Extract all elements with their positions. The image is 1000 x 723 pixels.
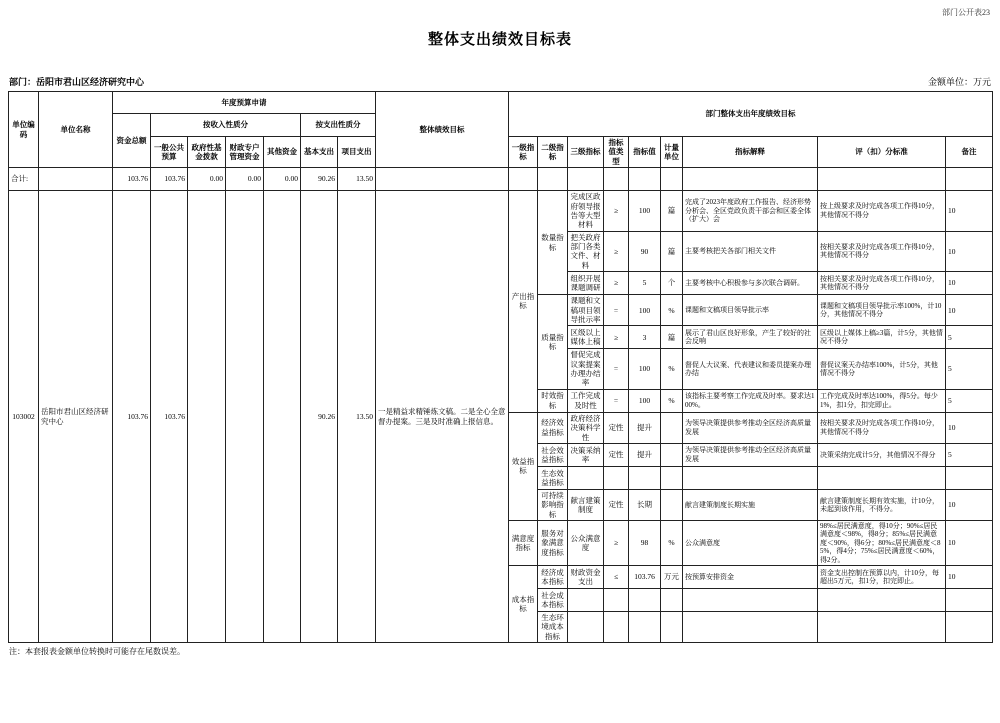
value-type-cell: 定性 [604,489,629,520]
explain-cell: 献言建策制度长期实施 [683,489,818,520]
header-l3-indicator: 三级指标 [568,137,604,168]
value-type-cell: ≥ [604,231,629,272]
total-empty-cell [818,168,946,191]
scoring-cell: 督促议案天办结率100%，计5分，其他情况不得分 [818,349,946,390]
value-type-cell: ≥ [604,191,629,232]
value-type-cell: = [604,349,629,390]
measure-unit-cell: 篇 [661,326,683,349]
general-public-cell: 103.76 [151,191,188,643]
total-empty-cell [629,168,661,191]
department-label: 部门：岳阳市君山区经济研究中心 [9,77,145,87]
total-empty-cell [509,168,538,191]
total-gov-fund-value: 0.00 [188,168,226,191]
value-type-cell: ≥ [604,521,629,566]
total-unit-name-empty [39,168,113,191]
value-type-cell: = [604,295,629,326]
remark-cell [946,588,993,611]
page-title: 整体支出绩效目标表 [427,31,572,48]
value-cell: 100 [629,389,661,412]
explain-cell [683,611,818,642]
measure-unit-cell [661,489,683,520]
measure-unit-cell [661,611,683,642]
other-funds-cell [264,191,301,643]
perf-row [9,191,993,232]
header-unit-name: 单位名称 [39,92,113,168]
header-basic-expenditure: 基本支出 [301,137,338,168]
basic-expenditure-cell: 90.26 [301,191,338,643]
l2-indicator-cell: 社会效益指标 [538,443,568,466]
form-number: 部门公开表23 [942,8,990,17]
remark-cell: 5 [946,349,993,390]
total-empty-cell [683,168,818,191]
scoring-cell: 按相关要求及时完成各项工作得10分，其他情况不得分 [818,272,946,295]
remark-cell: 10 [946,191,993,232]
l1-indicator-cell: 效益指标 [509,412,538,520]
header-by-expenditure: 按支出性质分 [301,114,376,137]
value-cell [629,466,661,489]
scoring-cell: 献言建策制度长期有效实施，计10分，未起到该作用，不得分。 [818,489,946,520]
footnote: 注：本套报表金额单位转换时可能存在尾数误差。 [9,647,185,657]
header-scoring: 评（扣）分标准 [818,137,946,168]
header-value: 指标值 [629,137,661,168]
unit-name-cell: 岳阳市君山区经济研究中心 [39,191,113,643]
header-fiscal-account: 财政专户管理资金 [226,137,264,168]
l2-indicator-cell: 经济效益指标 [538,412,568,443]
l3-indicator-cell [568,588,604,611]
l3-indicator-cell: 决策采纳率 [568,443,604,466]
l2-indicator-cell: 社会成本指标 [538,588,568,611]
value-cell: 长期 [629,489,661,520]
value-type-cell: 定性 [604,412,629,443]
project-expenditure-cell: 13.50 [338,191,376,643]
value-type-cell: 定性 [604,443,629,466]
header-explain: 指标解释 [683,137,818,168]
l3-indicator-cell: 财政资金支出 [568,565,604,588]
l3-indicator-cell: 公众满意度 [568,521,604,566]
total-empty-cell [538,168,568,191]
meta-row [9,75,991,88]
remark-cell [946,611,993,642]
amount-unit-label: 金额单位：万元 [927,77,991,87]
remark-cell: 5 [946,389,993,412]
header-project-expenditure: 项目支出 [338,137,376,168]
measure-unit-cell [661,588,683,611]
total-funds-value: 103.76 [113,168,151,191]
header-row-1 [9,92,993,114]
remark-cell: 10 [946,231,993,272]
gov-fund-cell [188,191,226,643]
scoring-cell: 按相关要求及时完成各项工作得10分，其他情况不得分 [818,231,946,272]
measure-unit-cell [661,412,683,443]
l1-indicator-cell: 成本指标 [509,565,538,642]
l2-indicator-cell: 生态效益指标 [538,466,568,489]
value-cell: 103.76 [629,565,661,588]
explain-cell: 课题和文稿项目领导批示率 [683,295,818,326]
performance-table [8,91,993,643]
explain-cell: 展示了君山区良好形象，产生了较好的社会反响 [683,326,818,349]
fiscal-account-cell [226,191,264,643]
explain-cell: 为领导决策提供参考推动全区经济高质量发展 [683,412,818,443]
total-fiscal-account-value: 0.00 [226,168,264,191]
value-cell: 100 [629,349,661,390]
value-cell: 98 [629,521,661,566]
remark-cell: 10 [946,412,993,443]
scoring-cell: 课题和文稿项目领导批示率100%，计10分，其他情况不得分 [818,295,946,326]
scoring-cell: 资金支出控制在预算以内，计10分，每超出5万元，扣1分，扣完即止。 [818,565,946,588]
l3-indicator-cell: 督促完成议案提案办理办结率 [568,349,604,390]
remark-cell: 10 [946,295,993,326]
measure-unit-cell: % [661,521,683,566]
remark-cell [946,466,993,489]
l2-indicator-cell: 可持续影响指标 [538,489,568,520]
value-cell: 100 [629,295,661,326]
header-overall-target: 整体绩效目标 [376,92,509,168]
explain-cell: 完成了2023年度政府工作报告、经济形势分析会、全区党政负责干部会和区委全体（扩大）会 [683,191,818,232]
value-cell: 提升 [629,412,661,443]
measure-unit-cell: % [661,349,683,390]
remark-cell: 5 [946,443,993,466]
l3-indicator-cell: 献言建策制度 [568,489,604,520]
value-cell: 5 [629,272,661,295]
header-l2-indicator: 二级指标 [538,137,568,168]
l2-indicator-cell: 数量指标 [538,191,568,295]
total-empty-cell [604,168,629,191]
measure-unit-cell: 篇 [661,231,683,272]
l2-indicator-cell: 经济成本指标 [538,565,568,588]
header-unit-code: 单位编码 [9,92,39,168]
header-l1-indicator: 一级指标 [509,137,538,168]
l3-indicator-cell: 把关政府部门各类文件、材料 [568,231,604,272]
value-cell: 100 [629,191,661,232]
explain-cell: 公众满意度 [683,521,818,566]
remark-cell: 10 [946,489,993,520]
value-type-cell: ≤ [604,565,629,588]
header-other-funds: 其他资金 [264,137,301,168]
measure-unit-cell: 篇 [661,191,683,232]
scoring-cell: 区级以上媒体上稿≥3篇，计5分，其他情况不得分 [818,326,946,349]
header-remark: 备注 [946,137,993,168]
l3-indicator-cell: 完成区政府领导报告等大型材料 [568,191,604,232]
explain-cell: 为领导决策提供参考推动全区经济高质量发展 [683,443,818,466]
value-type-cell: ≥ [604,326,629,349]
l2-indicator-cell: 时效指标 [538,389,568,412]
header-annual-budget: 年度预算申请 [113,92,376,114]
scoring-cell: 98%≤居民满意度，得10分；90%≤居民满意度＜98%，得8分；85%≤居民满意度＜90%，得6分；80%≤居民满意度＜85%，得4分；75%≤居民满意度＜60%，得2分。 [818,521,946,566]
explain-cell [683,466,818,489]
header-general-public: 一般公共预算 [151,137,188,168]
value-type-cell [604,466,629,489]
value-cell: 90 [629,231,661,272]
header-total-funds: 资金总额 [113,114,151,168]
explain-cell: 主要考核中心积极参与多次联合调研。 [683,272,818,295]
l3-indicator-cell [568,466,604,489]
total-other-funds-value: 0.00 [264,168,301,191]
remark-cell: 10 [946,521,993,566]
total-row [9,168,993,191]
remark-cell: 10 [946,565,993,588]
measure-unit-cell: % [661,295,683,326]
total-empty-cell [568,168,604,191]
scoring-cell [818,588,946,611]
l3-indicator-cell [568,611,604,642]
value-cell [629,611,661,642]
scoring-cell: 决策采纳完成计5分，其他情况不得分 [818,443,946,466]
total-empty-cell [946,168,993,191]
l1-indicator-cell: 产出指标 [509,191,538,413]
l3-indicator-cell: 组织开展课题调研 [568,272,604,295]
explain-cell: 主要考核把关各部门相关文件 [683,231,818,272]
measure-unit-cell: % [661,389,683,412]
header-dept-annual-target: 部门整体支出年度绩效目标 [509,92,993,137]
explain-cell: 督促人大议案、代表建议和委员提案办理办结 [683,349,818,390]
total-empty-cell [661,168,683,191]
scoring-cell: 工作完成及时率达100%，得5分。每少1%，扣1分，扣完即止。 [818,389,946,412]
scoring-cell: 按上级要求及时完成各项工作得10分，其他情况不得分 [818,191,946,232]
l3-indicator-cell: 工作完成及时性 [568,389,604,412]
scoring-cell [818,466,946,489]
value-cell [629,588,661,611]
value-cell: 提升 [629,443,661,466]
value-type-cell: = [604,389,629,412]
measure-unit-cell: 个 [661,272,683,295]
measure-unit-cell [661,466,683,489]
measure-unit-cell [661,443,683,466]
total-funds-cell: 103.76 [113,191,151,643]
l3-indicator-cell: 课题和文稿项目领导批示率 [568,295,604,326]
explain-cell: 按预算安排资金 [683,565,818,588]
scoring-cell: 按相关要求及时完成各项工作得10分，其他情况不得分 [818,412,946,443]
l2-indicator-cell: 服务对象满意度指标 [538,521,568,566]
total-label: 合计: [9,168,39,191]
header-by-income: 按收入性质分 [151,114,301,137]
l3-indicator-cell: 政府经济决策科学性 [568,412,604,443]
remark-cell: 5 [946,326,993,349]
unit-code-cell: 103002 [9,191,39,643]
l2-indicator-cell: 生态环境成本指标 [538,611,568,642]
explain-cell [683,588,818,611]
total-general-public-value: 103.76 [151,168,188,191]
remark-cell: 10 [946,272,993,295]
total-overall-target-empty [376,168,509,191]
header-measure-unit: 计量单位 [661,137,683,168]
value-type-cell [604,611,629,642]
total-basic-value: 90.26 [301,168,338,191]
value-cell: 3 [629,326,661,349]
overall-target-cell: 一是精益求精锤炼文稿。二是全心全意督办提案。三是及时准确上报信息。 [376,191,509,643]
header-value-type: 指标值类型 [604,137,629,168]
l2-indicator-cell: 质量指标 [538,295,568,390]
l1-indicator-cell: 满意度指标 [509,521,538,566]
measure-unit-cell: 万元 [661,565,683,588]
scoring-cell [818,611,946,642]
value-type-cell [604,588,629,611]
l3-indicator-cell: 区级以上媒体上稿 [568,326,604,349]
explain-cell: 该指标主要考察工作完成及时率。要求达100%。 [683,389,818,412]
value-type-cell: ≥ [604,272,629,295]
header-gov-fund: 政府性基金拨款 [188,137,226,168]
total-project-value: 13.50 [338,168,376,191]
